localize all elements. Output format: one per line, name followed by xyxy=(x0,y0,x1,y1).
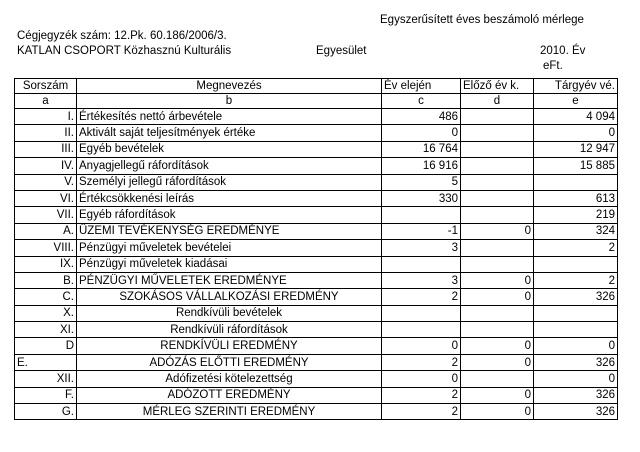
report-year: 2010. Év xyxy=(540,45,586,57)
table-header-row xyxy=(15,79,618,94)
organization-type: Egyesület xyxy=(316,45,367,57)
row-number: XI. xyxy=(15,322,77,338)
column-letter: b xyxy=(77,94,382,109)
value-previous-year: 0 xyxy=(461,338,534,354)
row-number: E. xyxy=(15,354,77,370)
table-row xyxy=(15,109,618,125)
row-label: ADÓZOTT EREDMÉNY xyxy=(77,387,382,403)
row-number: VII. xyxy=(15,207,77,223)
value-previous-year xyxy=(461,305,534,321)
value-start-of-year xyxy=(382,322,461,338)
value-current-year: 15 885 xyxy=(534,158,618,174)
column-header: Tárgyév vé. xyxy=(534,79,618,94)
value-current-year: 12 947 xyxy=(534,141,618,157)
registration-number: Cégjegyzék szám: 12.Pk. 60.186/2006/3. xyxy=(17,30,227,42)
value-previous-year: 0 xyxy=(461,289,534,305)
value-current-year: 326 xyxy=(534,387,618,403)
column-header: Év elején xyxy=(382,79,461,94)
value-current-year: 324 xyxy=(534,223,618,239)
value-previous-year xyxy=(461,158,534,174)
row-number: C. xyxy=(15,289,77,305)
row-label: PÉNZÜGYI MŰVELETEK EREDMÉNYE xyxy=(77,272,382,288)
row-label: Pénzügyi műveletek bevételei xyxy=(77,240,382,256)
row-number: D xyxy=(15,338,77,354)
value-start-of-year: 330 xyxy=(382,190,461,206)
table-row xyxy=(15,240,618,256)
row-number: B. xyxy=(15,272,77,288)
value-current-year xyxy=(534,322,618,338)
row-number: III. xyxy=(15,141,77,157)
value-start-of-year xyxy=(382,305,461,321)
row-number: I. xyxy=(15,109,77,125)
row-label: ÜZEMI TEVÉKENYSÉG EREDMÉNYE xyxy=(77,223,382,239)
row-label: ADÓZÁS ELŐTTI EREDMÉNY xyxy=(77,354,382,370)
row-number: A. xyxy=(15,223,77,239)
value-previous-year xyxy=(461,322,534,338)
row-number: V. xyxy=(15,174,77,190)
value-current-year: 326 xyxy=(534,354,618,370)
value-start-of-year: 16 764 xyxy=(382,141,461,157)
value-start-of-year: 2 xyxy=(382,387,461,403)
row-number: VI. xyxy=(15,190,77,206)
value-previous-year xyxy=(461,240,534,256)
value-current-year: 326 xyxy=(534,404,618,420)
value-previous-year xyxy=(461,190,534,206)
row-number: G. xyxy=(15,404,77,420)
value-start-of-year: 2 xyxy=(382,354,461,370)
table-row xyxy=(15,141,618,157)
value-start-of-year xyxy=(382,207,461,223)
table-row xyxy=(15,190,618,206)
value-start-of-year: 5 xyxy=(382,174,461,190)
column-letter: d xyxy=(461,94,534,109)
value-previous-year: 0 xyxy=(461,354,534,370)
row-number: XII. xyxy=(15,371,77,387)
row-label: Rendkívüli ráfordítások xyxy=(77,322,382,338)
row-label: Egyéb ráfordítások xyxy=(77,207,382,223)
value-current-year: 2 xyxy=(534,272,618,288)
value-start-of-year: 2 xyxy=(382,289,461,305)
value-current-year: 0 xyxy=(534,371,618,387)
table-row xyxy=(15,289,618,305)
table-row xyxy=(15,354,618,370)
value-start-of-year xyxy=(382,256,461,272)
row-label: Egyéb bevételek xyxy=(77,141,382,157)
table-row xyxy=(15,125,618,141)
column-header: Sorszám xyxy=(15,79,77,94)
value-previous-year: 0 xyxy=(461,404,534,420)
row-label: Pénzügyi műveletek kiadásai xyxy=(77,256,382,272)
row-label: MÉRLEG SZERINTI EREDMÉNY xyxy=(77,404,382,420)
row-number: II. xyxy=(15,125,77,141)
value-start-of-year: 2 xyxy=(382,404,461,420)
table-row xyxy=(15,207,618,223)
value-current-year: 326 xyxy=(534,289,618,305)
row-label: Értékesítés nettó árbevétele xyxy=(77,109,382,125)
value-previous-year: 0 xyxy=(461,223,534,239)
table-row xyxy=(15,305,618,321)
value-previous-year xyxy=(461,109,534,125)
table-row xyxy=(15,158,618,174)
value-start-of-year: 3 xyxy=(382,272,461,288)
value-current-year xyxy=(534,174,618,190)
row-label: Személyi jellegű ráfordítások xyxy=(77,174,382,190)
value-start-of-year: 3 xyxy=(382,240,461,256)
currency-unit: eFt. xyxy=(543,60,563,72)
row-label: Anyagjellegű ráfordítások xyxy=(77,158,382,174)
value-previous-year xyxy=(461,207,534,223)
row-number: X. xyxy=(15,305,77,321)
column-letter: c xyxy=(382,94,461,109)
value-previous-year xyxy=(461,174,534,190)
table-row xyxy=(15,371,618,387)
table-row xyxy=(15,256,618,272)
balance-table xyxy=(14,78,618,420)
value-previous-year xyxy=(461,125,534,141)
table-row xyxy=(15,272,618,288)
value-current-year: 0 xyxy=(534,338,618,354)
value-current-year: 219 xyxy=(534,207,618,223)
table-row xyxy=(15,338,618,354)
row-label: Aktivált saját teljesítmények értéke xyxy=(77,125,382,141)
value-start-of-year: 0 xyxy=(382,371,461,387)
row-label: Értékcsökkenési leírás xyxy=(77,190,382,206)
value-previous-year xyxy=(461,256,534,272)
value-previous-year xyxy=(461,141,534,157)
value-current-year: 0 xyxy=(534,125,618,141)
table-row xyxy=(15,322,618,338)
value-current-year xyxy=(534,305,618,321)
value-start-of-year: 0 xyxy=(382,125,461,141)
report-title: Egyszerűsített éves beszámoló mérlege xyxy=(380,14,584,26)
value-current-year: 613 xyxy=(534,190,618,206)
column-header: Előző év k. xyxy=(461,79,534,94)
row-number: F. xyxy=(15,387,77,403)
value-current-year: 4 094 xyxy=(534,109,618,125)
value-previous-year xyxy=(461,371,534,387)
row-label: Rendkívüli bevételek xyxy=(77,305,382,321)
row-label: SZOKÁSOS VÁLLALKOZÁSI EREDMÉNY xyxy=(77,289,382,305)
column-letter: a xyxy=(15,94,77,109)
column-letter: e xyxy=(534,94,618,109)
value-previous-year: 0 xyxy=(461,387,534,403)
table-row xyxy=(15,404,618,420)
table-row xyxy=(15,387,618,403)
organization-name: KATLAN CSOPORT Közhasznú Kulturális xyxy=(17,45,232,57)
value-start-of-year: 0 xyxy=(382,338,461,354)
value-current-year: 2 xyxy=(534,240,618,256)
value-current-year xyxy=(534,256,618,272)
table-row xyxy=(15,174,618,190)
value-start-of-year: -1 xyxy=(382,223,461,239)
table-row xyxy=(15,223,618,239)
column-header: Megnevezés xyxy=(77,79,382,94)
value-previous-year: 0 xyxy=(461,272,534,288)
row-label: RENDKÍVÜLI EREDMÉNY xyxy=(77,338,382,354)
row-number: IV. xyxy=(15,158,77,174)
value-start-of-year: 486 xyxy=(382,109,461,125)
row-label: Adófizetési kötelezettség xyxy=(77,371,382,387)
row-number: IX. xyxy=(15,256,77,272)
row-number: VIII. xyxy=(15,240,77,256)
table-letter-row xyxy=(15,94,618,109)
value-start-of-year: 16 916 xyxy=(382,158,461,174)
